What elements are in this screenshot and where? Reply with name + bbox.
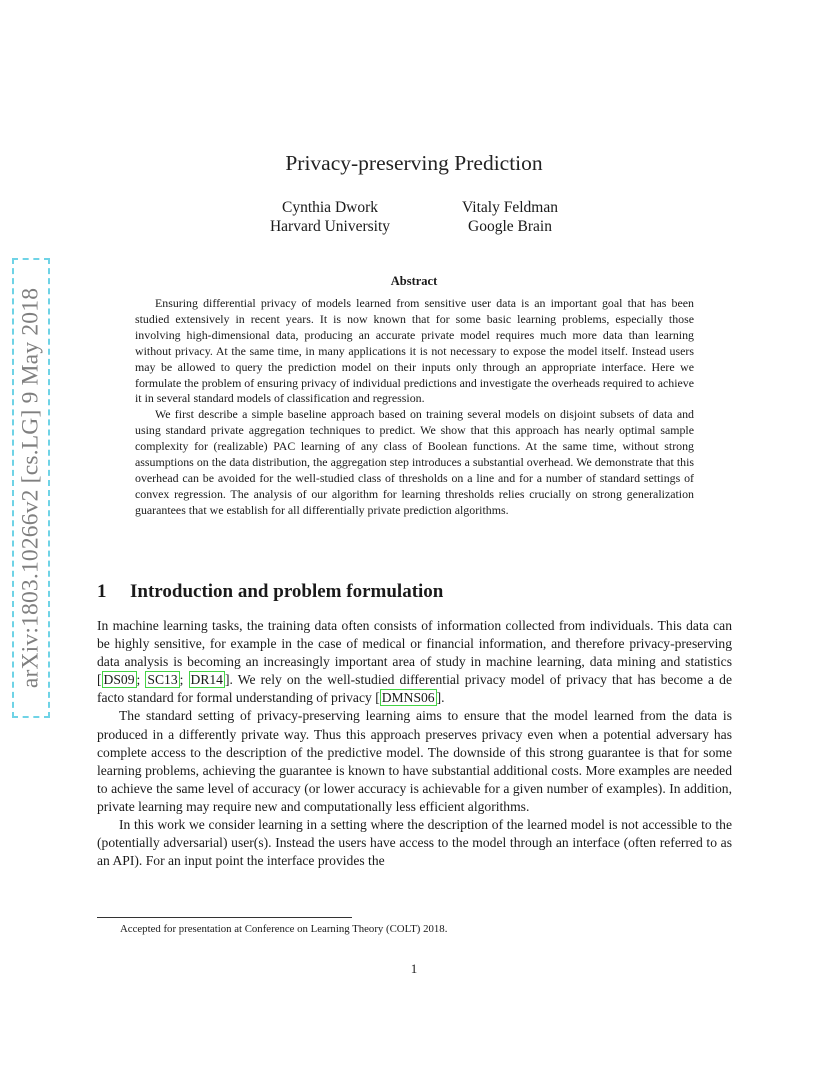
citation-link-sc13[interactable]: SC13 [147,672,178,688]
citation-separator: ; [136,672,146,688]
footnote: Accepted for presentation at Conference on Learning Theory (COLT) 2018. [120,923,448,935]
page-number: 1 [410,961,418,976]
author-name: Cynthia Dwork [281,199,378,216]
arxiv-identifier-stamp[interactable] [12,258,50,718]
body-paragraph-3: In this work we consider learning in a setting where the description of the learned model is not accessible to the (potentially adversarial) user(s). Instead the users have access to the model through an interface (often referred to as an API). For an input point the interface provides the [97,817,732,869]
arxiv-identifier-text: arXiv:1803.10266v2 [cs.LG] 9 May 2018 [17,287,44,689]
author-name: Vitaly Feldman [462,199,558,216]
body-paragraph-2: The standard setting of privacy-preserving learning aims to ensure that the model learned from the data is produced in a differently private way. Thus this approach preserves privacy even when a potential adversary has complete access to the description of the predictive model. The downside of this strong guarantee is that for some learning problems, achieving the guarantee is known to have substantial additional costs. More examples are needed to achieve the same level of accuracy (or lower accuracy is achievable for a given number of examples). In addition, private learning may require new and computationally less efficient algorithms. [97,708,732,814]
citation-link-ds09[interactable]: DS09 [103,672,135,688]
paragraph-text: In machine learning tasks, the training data often consists of information collected from individuals. This data can be highly sensitive, for example in the case of medical or financial information, and therefore privacy-preserving data analysis is becoming an increasingly important area of study in machine learning, data mining and statistics [97,618,732,670]
section-heading [97,581,443,603]
citation-link-dmns06[interactable]: DMNS06 [381,690,435,706]
abstract-paragraph-2: We first describe a simple baseline approach based on training several models on disjoint subsets of data and using standard private aggregation techniques to predict. We show that this approach has nearly optimal sample complexity for (realizable) PAC learning of any class of Boolean functions. At the same time, without strong assumptions on the data distribution, the aggregation step introduces a substantial overhead. We demonstrate that this overhead can be avoided for the well-studied class of thresholds on a line and for a number of standard settings of convex regression. The analysis of our algorithm for learning thresholds relies crucially on strong generalization guarantees that we establish for all differentially private prediction algorithms. [135,407,694,517]
author-affiliation: Google Brain [468,218,552,235]
paper-title: Privacy-preserving Prediction [285,151,543,175]
author-block-1 [250,198,410,236]
abstract-paragraph-1: Ensuring differential privacy of models learned from sensitive user data is an important goal that has been studied extensively in recent years. It is now known that for some basic learning problems, especially those involving high-dimensional data, producing an accurate private model requires much more data than learning without privacy. At the same time, in many applications it is not necessary to expose the model itself. Instead users may be allowed to query the prediction model on their inputs only through an appropriate interface. Here we formulate the problem of ensuring privacy of individual predictions and investigate the overheads required to achieve it in several standard models of classification and regression. [135,296,695,406]
section-title: Introduction and problem formulation [130,581,444,602]
author-affiliation: Harvard University [269,218,391,235]
citation-link-dr14[interactable]: DR14 [190,672,223,688]
paragraph-text: ]. We rely on the well-studied differential privacy model of privacy that has become a de facto standard for formal understanding of privacy [97,672,732,706]
paragraph-text: ]. [436,690,445,706]
section-number: 1 [97,581,107,602]
body-text [97,617,732,870]
body-paragraph-1: In machine learning tasks, the training data often consists of information collected from individuals. This data can be highly sensitive, for example in the case of medical or financial information, and therefore privacy-preserving data analysis is becoming an increasingly important area of study in machine learning, data mining and statistics [ DS09 ; SC13 ; DR14 ]. We rely on the well-studied differential privacy model of privacy that has become a de facto standard for formal understanding of privacy [ DMNS06 ]. [97,618,732,706]
citation-separator: ; [179,672,189,688]
abstract-heading: Abstract [390,274,438,288]
footnote-rule [97,917,352,918]
author-block-2 [430,198,590,236]
abstract-body [135,296,694,519]
